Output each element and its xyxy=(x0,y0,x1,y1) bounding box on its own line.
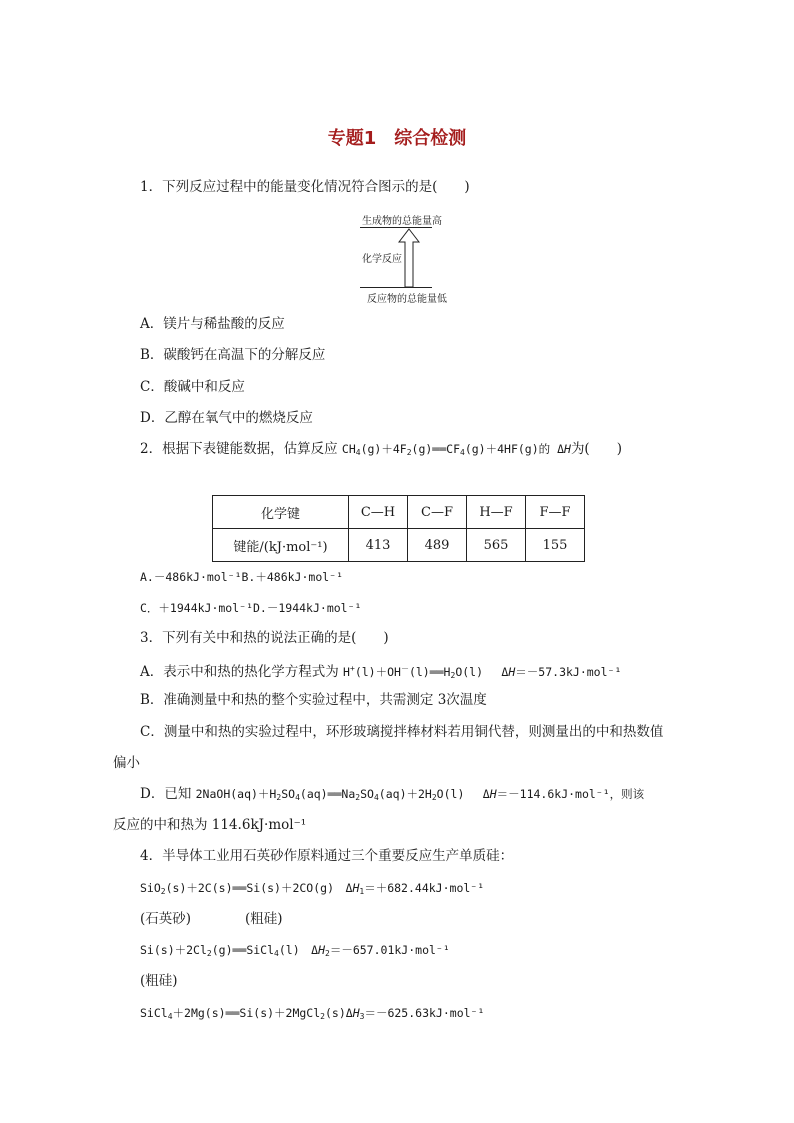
q3-a-dh: ＝－57.3kJ·mol⁻¹ xyxy=(515,665,622,679)
table-header-cell: 化学键 xyxy=(213,496,349,529)
q3-option-b: B．准确测量中和热的整个实验过程中，共需测定 3次温度 xyxy=(140,692,487,708)
q3-option-d-cont: 反应的中和热为 114.6kJ·mol⁻¹ xyxy=(113,817,307,833)
reactant-level-line xyxy=(360,287,432,288)
q4-r3-dh: ＝－625.63kJ·mol⁻¹ xyxy=(364,1006,485,1020)
q3-option-d xyxy=(140,785,644,807)
q3-option-a xyxy=(140,660,621,685)
q4-reaction-2-note: (粗硅) xyxy=(140,973,178,989)
table-header-cell: C—H xyxy=(349,496,408,529)
q1-stem: 1．下列反应过程中的能量变化情况符合图示的是( ) xyxy=(140,179,470,195)
table-cell: 413 xyxy=(349,529,408,562)
q4-reaction-3: $SiCl_4+2Mg(s)══Si(s)+2MgCl_2(s)\Delta H_3=-625.63kJ\cdot mol^{-1}$ xyxy=(140,1006,485,1021)
table-cell: 键能/(kJ·mol⁻¹) xyxy=(213,529,349,562)
q2-equation: $CH_4(g)+4F_2(g)══CF_4(g)+4HF(g)$的 ΔH xyxy=(341,442,571,457)
diagram-bottom-label: 反应物的总能量低 xyxy=(367,294,447,305)
q2-options-ab: A.－486kJ·mol⁻¹B.＋486kJ·mol⁻¹ xyxy=(140,570,344,584)
q2-stem xyxy=(140,440,622,462)
q2-stem-prefix: 2．根据下表键能数据，估算反应 xyxy=(140,441,338,457)
q3-a-prefix: A．表示中和热的热化学方程式为 xyxy=(140,664,339,680)
table-row xyxy=(213,529,585,562)
q3-option-c: C．测量中和热的实验过程中，环形玻璃搅拌棒材料若用铜代替，则测量出的中和热数值 xyxy=(140,724,664,740)
table-cell: 155 xyxy=(526,529,585,562)
q4-reaction-1: SiO$_2$(s)＋2C(s)══Si(s)＋2CO(g) $\Delta H_1=+682.44kJ\cdot mol^{-1}$ xyxy=(140,881,485,896)
q1-option-b: B．碳酸钙在高温下的分解反应 xyxy=(140,347,326,363)
table-header-cell: F—F xyxy=(526,496,585,529)
diagram-side-label: 化学反应 xyxy=(362,254,402,265)
table-cell: 565 xyxy=(467,529,526,562)
up-arrow-icon xyxy=(398,228,420,288)
diagram-top-label: 生成物的总能量高 xyxy=(362,216,442,227)
q3-a-equation: $H^+(l)+OH^-(l)══H_2O(l)$ ΔH xyxy=(343,664,516,680)
q3-option-c-cont: 偏小 xyxy=(113,755,140,771)
table-header-cell: C—F xyxy=(408,496,467,529)
q3-d-equation: $2NaOH(aq)+H_2SO_4(aq)══Na_2SO_4(aq)+2H_2O(l)$ ΔH xyxy=(195,787,497,802)
q2-options-cd: C．＋1944kJ·mol⁻¹D.－1944kJ·mol⁻¹ xyxy=(140,601,362,615)
q1-option-a: A．镁片与稀盐酸的反应 xyxy=(140,316,285,332)
q3-d-prefix: D．已知 xyxy=(140,786,192,802)
table-row xyxy=(213,496,585,529)
table-header-cell: H—F xyxy=(467,496,526,529)
page-title: 专题1 综合检测 xyxy=(327,128,467,149)
q4-r2-dh: ＝－657.01kJ·mol⁻¹ xyxy=(329,943,450,957)
bond-energy-table xyxy=(212,495,585,562)
q4-reaction-2: $Si(s)+2Cl_2(g)══SiCl_4(l)$ $\Delta H_2=-657.01kJ\cdot mol^{-1}$ xyxy=(140,943,450,958)
table-cell: 489 xyxy=(408,529,467,562)
energy-diagram xyxy=(360,210,460,305)
product-level-line xyxy=(360,227,432,228)
q1-option-c: C．酸碱中和反应 xyxy=(140,379,245,395)
q1-option-d: D．乙醇在氧气中的燃烧反应 xyxy=(140,410,313,426)
q2-stem-suffix: 为( ) xyxy=(570,441,622,457)
q4-reaction-1-note: (石英砂) (粗硅) xyxy=(140,911,283,927)
q3-stem: 3．下列有关中和热的说法正确的是( ) xyxy=(140,630,389,646)
q4-r1-dh: ＝＋682.44kJ·mol⁻¹ xyxy=(364,881,485,895)
q3-d-dh: ＝－114.6kJ·mol⁻¹，则该 xyxy=(496,787,645,801)
q4-stem: 4．半导体工业用石英砂作原料通过三个重要反应生产单质硅： xyxy=(140,848,514,864)
